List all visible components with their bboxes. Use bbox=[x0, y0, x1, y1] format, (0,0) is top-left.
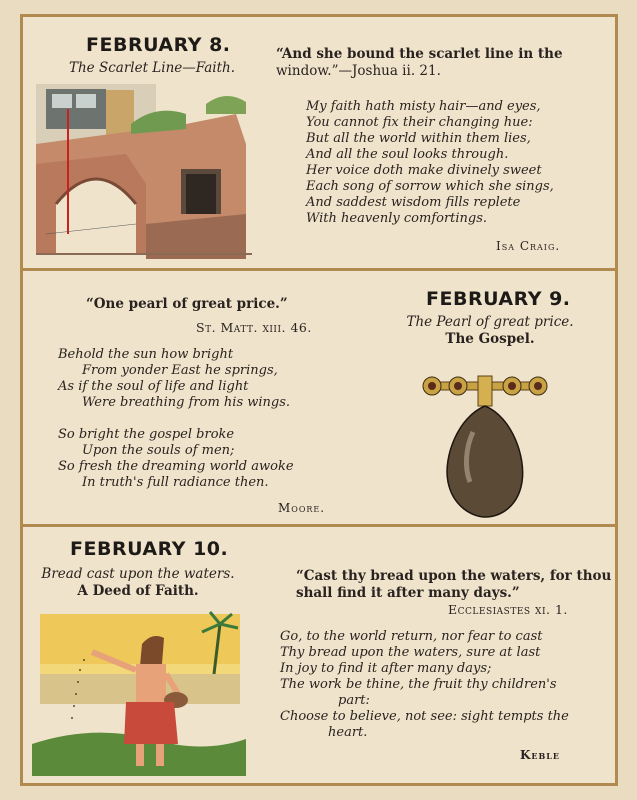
scripture-quote: “One pearl of great price.” bbox=[86, 296, 288, 312]
scripture-reference: St. Matt. xiii. 46. bbox=[196, 320, 312, 335]
entry-subtitle-2: A Deed of Faith. bbox=[77, 583, 199, 599]
scripture-quote-line2: window.”—Joshua ii. 21. bbox=[276, 63, 441, 79]
poem-line: Choose to believe, not see: sight tempts the bbox=[280, 709, 569, 724]
poem-author: Moore. bbox=[278, 501, 326, 515]
poem-line: But all the world within them lies, bbox=[306, 131, 531, 146]
bread-sower-illustration bbox=[32, 604, 246, 776]
scarlet-line-illustration bbox=[36, 84, 252, 264]
poem-line: Thy bread upon the waters, sure at last bbox=[280, 645, 541, 660]
poem-line: The work be thine, the fruit thy children's bbox=[280, 677, 557, 692]
poem-line: In truth's full radiance then. bbox=[82, 475, 269, 490]
poem-line: And saddest wisdom fills replete bbox=[306, 195, 521, 210]
poem-line: Upon the souls of men; bbox=[82, 443, 235, 458]
entry-date: FEBRUARY 9. bbox=[426, 288, 571, 310]
poem-line: part: bbox=[338, 693, 370, 708]
poem-line: From yonder East he springs, bbox=[82, 363, 278, 378]
poem-author: Isa Craig. bbox=[496, 239, 561, 253]
scripture-reference: Ecclesiastes xi. 1. bbox=[448, 602, 568, 617]
poem bbox=[306, 99, 554, 227]
entry-subtitle: The Scarlet Line—Faith. bbox=[68, 60, 235, 76]
poem-line: So bright the gospel broke bbox=[58, 427, 235, 442]
poem-line: My faith hath misty hair—and eyes, bbox=[306, 99, 541, 114]
poem-line: And all the soul looks through. bbox=[306, 147, 509, 162]
scripture-quote-line1: “And she bound the scarlet line in the bbox=[276, 46, 563, 62]
entry-date: FEBRUARY 10. bbox=[70, 538, 229, 560]
poem-line: Go, to the world return, nor fear to cast bbox=[280, 629, 543, 644]
poem-line: Her voice doth make divinely sweet bbox=[306, 163, 542, 178]
entry-date: FEBRUARY 8. bbox=[86, 34, 231, 56]
poem bbox=[280, 629, 569, 741]
divider-1 bbox=[20, 268, 618, 271]
poem-line: As if the soul of life and light bbox=[58, 379, 249, 394]
entry-subtitle: Bread cast upon the waters. bbox=[41, 566, 235, 582]
entry-subtitle-2: The Gospel. bbox=[445, 331, 535, 347]
poem-line: heart. bbox=[328, 725, 368, 740]
poem bbox=[58, 347, 294, 491]
poem-line: Each song of sorrow which she sings, bbox=[306, 179, 554, 194]
divider-2 bbox=[20, 524, 618, 527]
poem-line: You cannot fix their changing hue: bbox=[306, 115, 533, 130]
scripture-quote-line1: “Cast thy bread upon the waters, for thou bbox=[296, 568, 612, 584]
pearl-jewel-illustration bbox=[418, 372, 558, 522]
poem-line: Behold the sun how bright bbox=[58, 347, 234, 362]
scripture-quote-line2: shall find it after many days.” bbox=[296, 585, 520, 601]
poem-line bbox=[58, 411, 294, 427]
poem-line: With heavenly comfortings. bbox=[306, 211, 488, 226]
entry-subtitle: The Pearl of great price. bbox=[406, 314, 574, 330]
poem-line: Were breathing from his wings. bbox=[82, 395, 291, 410]
poem-author: Keble bbox=[520, 748, 561, 762]
poem-line: So fresh the dreaming world awoke bbox=[58, 459, 294, 474]
poem-line: In joy to find it after many days; bbox=[280, 661, 492, 676]
